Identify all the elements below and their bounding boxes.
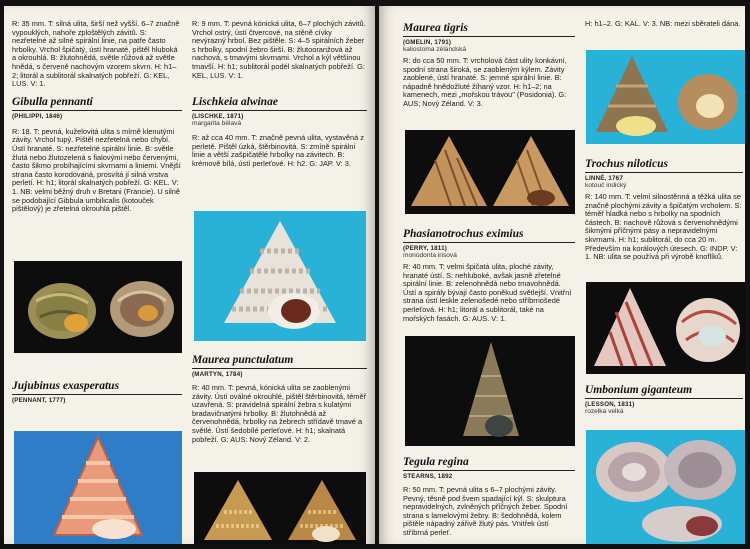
trochus-author: LINNÉ, 1767 — [585, 175, 623, 182]
lischkeia-common-name: margarita bělavá — [192, 120, 242, 128]
jujubinus-shell-image — [14, 431, 182, 544]
lischkeia-photo — [194, 211, 366, 341]
gibbula-intro-text: R: 35 mm. T: silná ulita, širší než vyšší. 6–7 značně vypouklých, nahoře zploštělých závitů. S: nezřetelné až silné spirální linie, na patře často hrbolky. Vrchol špičatý, ústí hranaté, pištěl hluboká a okrouhlá. B: žlutohnědá, světle růžová až světle hnědá, s červeně nachovým vzorem skvrn. H: h1–2; litorál a sublitorál skalnatých pobřeží. G: KEL, LUS. V: 1. — [12, 19, 180, 89]
gibbula-description: R: 18. T: pevná, kuželovitá ulita s mírně klenutými závity. Vrchol tupý. Pištěl nezřetelná nebo chybí. Ústí hranaté. S: nezřetelné spirální linie. B: světle žlutá nebo žlutozelená s fialovými nebo červenými, často šikmo probíhajícími skvrnami a liniemi. Vnější strana často korodovaná, prosvítá jí silná vrstva perletí. H: h1; litorál skalnatých pobřeží. G: KEL. V: 1. NB: velmi běžný druh v Bretani (Francie). U silně se podobající Gibbula umbilicalis (kotouček pištělový) je zřetelná okrouhlá pištěl. — [12, 126, 181, 214]
jujubinus-photo — [14, 431, 182, 544]
gibbula-photo — [14, 261, 182, 353]
umbonium-title: Umbonium giganteum — [585, 384, 693, 396]
gibbula-shells-image — [14, 261, 182, 353]
title-rule — [12, 110, 182, 111]
title-rule — [585, 398, 743, 399]
phasianotrochus-entry — [403, 228, 575, 323]
title-rule — [192, 110, 367, 111]
lischkeia-description: R: až cca 40 mm. T: značně pevná ulita, vystavěná z perletě. Pištěl úzká, štěrbinovitá. S: zmíně spirální linie a větší zašpičatělé hrbolky na závitech. B: krémově bílá, ústí perleťové. H: h2. G: JAP. V: 3. — [192, 133, 364, 168]
umbonium-photo — [586, 430, 745, 544]
maurea-tigris-entry — [403, 22, 575, 109]
jujubinus-author: (PENNANT, 1777) — [12, 397, 66, 404]
maurea-tigris-title: Maurea tigris — [403, 22, 468, 34]
maurea-tigris-author: (GMELIN, 1791) — [403, 39, 452, 46]
gibbula-entry — [12, 96, 182, 214]
trochus-photo — [586, 282, 745, 374]
phasianotrochus-title: Phasianotrochus eximius — [403, 228, 524, 240]
trochus-top-photo — [586, 50, 745, 144]
trochus-title: Trochus niloticus — [585, 158, 668, 170]
right-page — [379, 6, 745, 544]
maurea-punctulatum-entry — [192, 354, 367, 444]
lischkeia-entry — [192, 96, 367, 168]
maurea-tigris-shells-image — [405, 130, 575, 214]
gibbula-author: (PHILIPPI, 1846) — [12, 112, 63, 120]
lischkeia-author: (LISCHKE, 1871) — [192, 113, 244, 121]
maurea-punctulatum-description: R: 40 mm. T: pevná, kónická ulita se zaoblenými závity. Ústí oválné okrouhlé, pištěl štěrbinovitá, téměř uzavřená. S: pravidelná spirální žebra s kulatými bradavičnatými hrbolky. B: žlutohnědá až červenohnědá, hrbolky na žebrech střídavě tmavé a světlé. Ústí šedobílé perleťové. H: h1; skalnatá pobřeží. G: AUS: Nový Zéland. V: 2. — [192, 383, 367, 444]
umbonium-shells-image — [586, 430, 745, 544]
phasianotrochus-common-name: monodonta irisová — [403, 252, 457, 259]
title-rule — [403, 242, 575, 243]
trochus-shells-image — [586, 282, 745, 374]
lischkeia-title: Lischkeia alwinae — [192, 96, 278, 109]
gibbula-title: Gibulla pennanti — [12, 95, 93, 108]
trochus-common-name: kotouč indický — [585, 182, 627, 189]
jujubinus-entry — [12, 380, 182, 404]
phasianotrochus-author: (PERRY, 1811) — [403, 245, 447, 252]
umbonium-common-name: rozelka velká — [585, 408, 624, 415]
tegula-entry — [403, 456, 575, 538]
maurea-tigris-description: R: do cca 50 mm. T: vrcholová část ulity konkávní, spodní strana široká, se zaobleným kýlem. Závity zaoblené, ústí hranaté. S: jemné spirální linie. B: nápadně hnědožluté žíhaný vzor. H: h1–2; na kamenech, mezi „mořskou trávou" (Posidonia). G: AUS; Nový Zéland. V: 3. — [403, 56, 567, 108]
title-rule — [403, 470, 575, 471]
trochus-entry — [585, 158, 743, 262]
lischkeia-shell-image — [194, 211, 366, 341]
title-rule — [403, 36, 575, 37]
left-page — [4, 6, 375, 544]
maurea-tigris-photo — [405, 130, 575, 214]
phasianotrochus-shell-image — [405, 336, 575, 446]
intro-text-col2-right: H: h1–2. G: KAL. V: 3. NB: mezi sběrateli dána. — [585, 19, 741, 28]
jujubinus-title: Jujubinus exasperatus — [12, 380, 120, 392]
umbonium-entry — [585, 384, 743, 418]
tegula-author: STEARNS, 1892 — [403, 473, 453, 480]
title-rule — [192, 368, 367, 369]
maurea-punctulatum-title: Maurea punctulatum — [192, 354, 294, 366]
umbonium-author: (LESSON, 1831) — [585, 401, 635, 408]
maurea-punctulatum-shells-image — [194, 472, 366, 544]
maurea-punctulatum-author: (MARTYN, 1784) — [192, 371, 243, 378]
maurea-tigris-common-name: kaliostoma zélandská — [403, 46, 467, 53]
title-rule — [585, 172, 743, 173]
title-rule — [12, 394, 182, 395]
tegula-description: R: 50 mm. T: pevná ulita s 6–7 plochými závity. Pevný, těsně pod švem spadající kýl. S: skulptura nepravidelných, zvlněných příčných žeber. Spodní strana s lamelovými žebry. B: šedohnědá, kolem pištěle nápadný zářivě žlutý pás. Vnitřek ústí stříbrná perleť. — [403, 485, 568, 537]
intro-text-col2: R: 9 mm. T: pevná kónická ulita, 6–7 plochých závitů. Vrchol ostrý, ústí čtvercové, na stěně cívky nevýrazný hrbol. Bez pištěle. S: 4–5 spirálních žeber s hrbolky, spodní žebro širší. B: žlutooranžová až nachová, s tmavými skvrnami. Vrchol a kýl většinou tmavší. H: h1; sublitorál podél skalnatých pobřeží. G: KEL, LUS. V: 1. — [192, 19, 366, 80]
phasianotrochus-description: R: 40 mm. T: velmi špičatá ulita, ploché závity, hranaté ústí. S: nehluboké, avšak jasně zřetelné spirální linie. B: zelenohnědá nebo tmavohnědá. Ústí a spirály bývají často poněkud světlejší. Vnitřní strana ústí leskle zelenošedé nebo stříbrnošedé perleťová. H: h1; litorál a sublitorál, také na mořských fasách. G: AUS. V: 1. — [403, 262, 572, 323]
trochus-description: R: 140 mm. T: velmi silnostěnná a těžká ulita se značně plochými závity a špičatým vrcholem. S: téměř hladká nebo s hrbolky na spodních částech. B: nachově růžová s červenohnědými šikmými příčnými pásy a nepravidelnými skvrnami. H: h1; sublitorál, do cca 20 m. Především na korálových útesech. G: INDP. V: 1. NB: ulita se používá při výrobě knoflíků. — [585, 192, 742, 262]
phasianotrochus-photo — [405, 336, 575, 446]
tegula-title: Tegula regina — [403, 456, 469, 468]
maurea-punctulatum-photo — [194, 472, 366, 544]
shells-top-image — [586, 50, 745, 144]
